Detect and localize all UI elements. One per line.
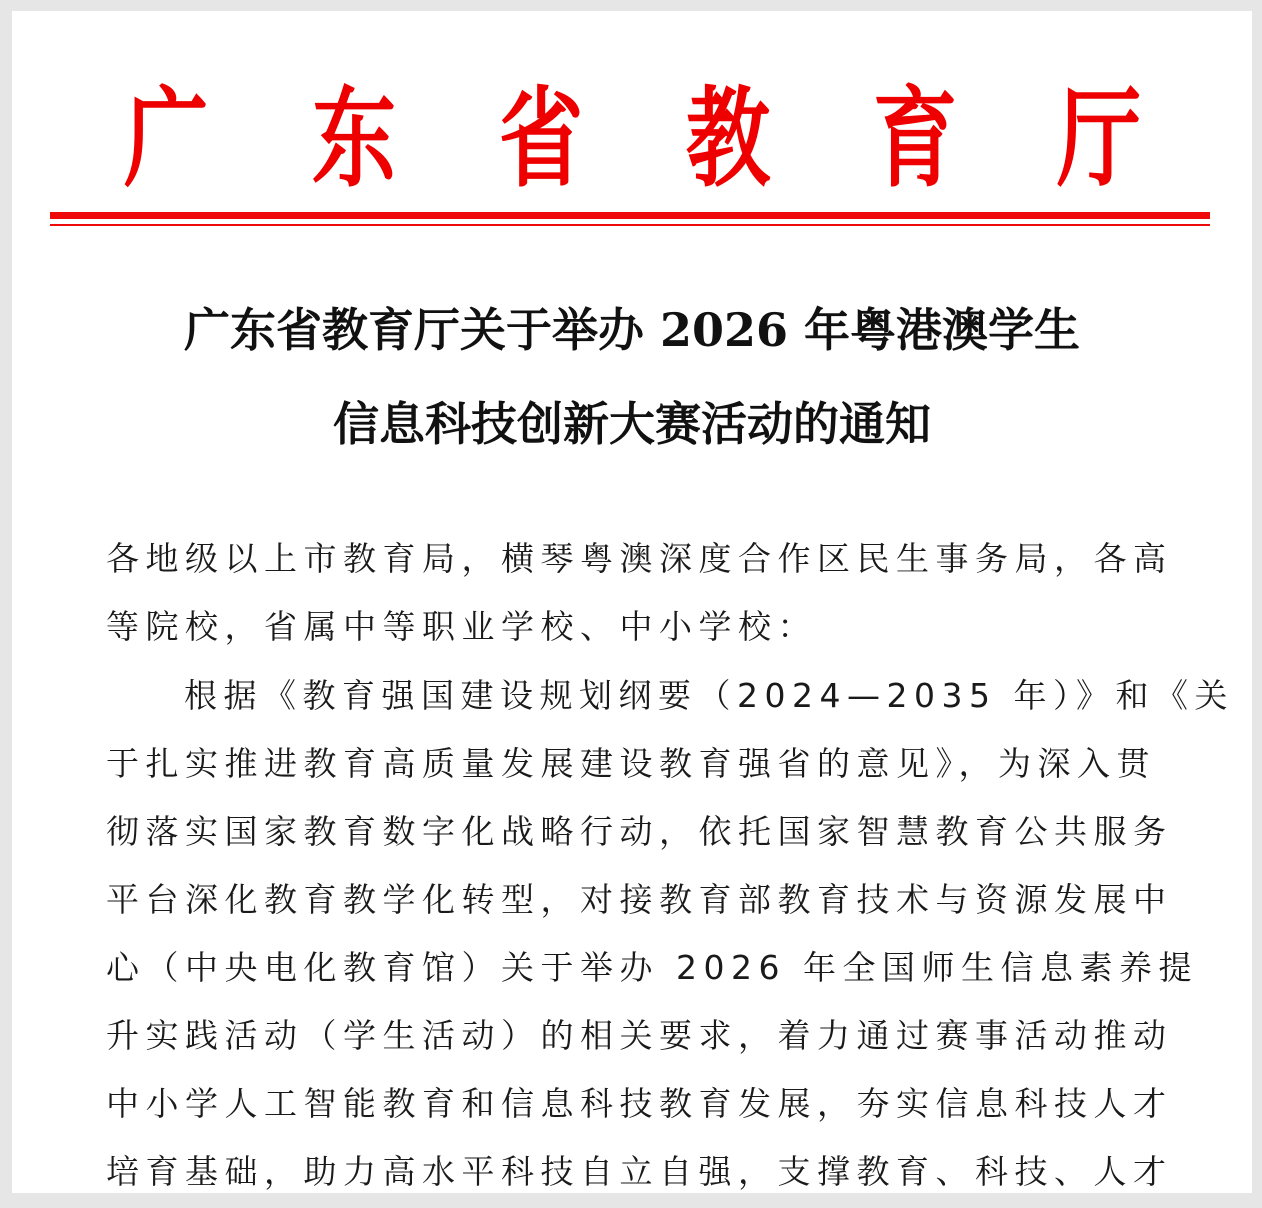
body-paragraph-line: 彻落实国家教育数字化战略行动，依托国家智慧教育公共服务 xyxy=(106,812,1173,851)
body-paragraph-line: 平台深化教育教学化转型，对接教育部教育技术与资源发展中 xyxy=(106,880,1173,919)
addressee-line: 等院校，省属中等职业学校、中小学校： xyxy=(106,607,817,646)
masthead-char: 省 xyxy=(499,76,584,202)
body-paragraph-line: 于扎实推进教育高质量发展建设教育强省的意见》，为深入贯 xyxy=(106,744,1156,783)
document-title-line-2: 信息科技创新大赛活动的通知 xyxy=(333,397,931,451)
red-divider-thin xyxy=(50,224,1210,226)
masthead-char: 教 xyxy=(686,76,771,202)
addressee-line: 各地级以上市教育局，横琴粤澳深度合作区民生事务局，各高 xyxy=(106,539,1173,578)
body-paragraph-line: 培育基础，助力高水平科技自立自强，支撑教育、科技、人才 xyxy=(106,1152,1173,1191)
masthead-char: 厅 xyxy=(1057,76,1142,202)
masthead-char: 东 xyxy=(312,76,397,202)
masthead-char: 广 xyxy=(124,76,209,202)
masthead-char: 育 xyxy=(873,76,958,202)
body-paragraph-line: 升实践活动（学生活动）的相关要求，着力通过赛事活动推动 xyxy=(106,1016,1173,1055)
masthead xyxy=(12,76,1252,202)
document-page xyxy=(12,11,1252,1193)
document-title-line-1: 广东省教育厅关于举办 2026 年粤港澳学生 xyxy=(183,303,1081,357)
body-paragraph-line: 根据《教育强国建设规划纲要（2024—2035 年）》和《关 xyxy=(184,676,1234,715)
red-divider-thick xyxy=(50,212,1210,219)
body-paragraph-line: 中小学人工智能教育和信息科技教育发展，夯实信息科技人才 xyxy=(106,1084,1173,1123)
body-paragraph-line: 心（中央电化教育馆）关于举办 2026 年全国师生信息素养提 xyxy=(106,948,1198,987)
